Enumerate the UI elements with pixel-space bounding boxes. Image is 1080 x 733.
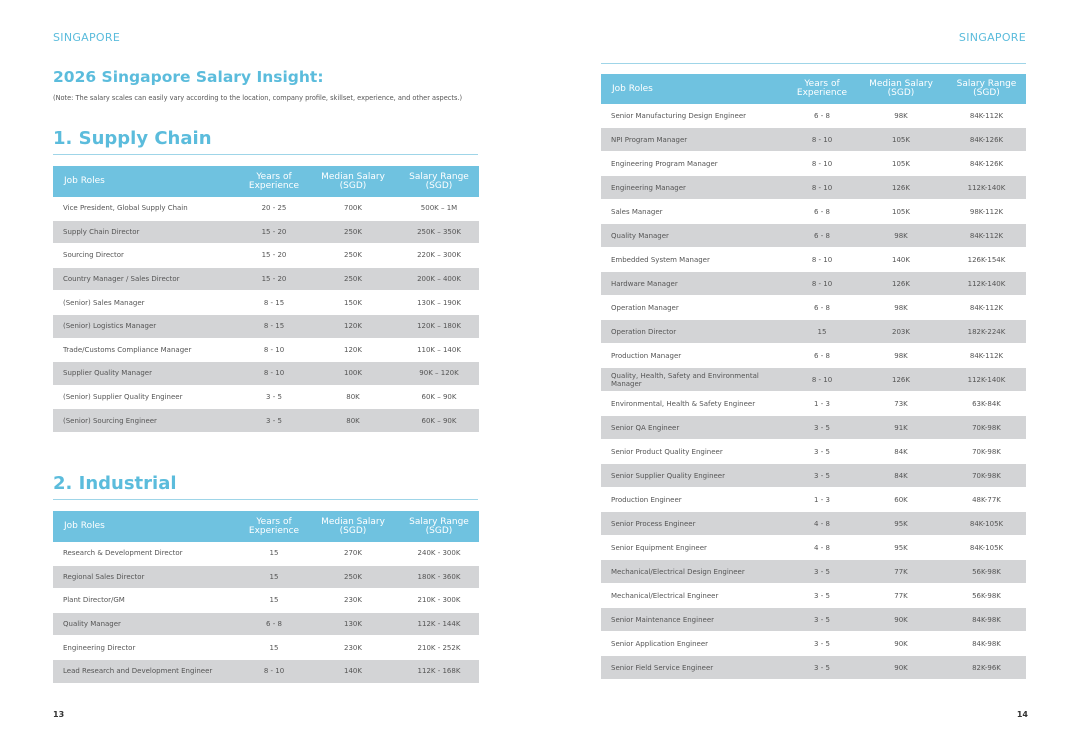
job-role-cell: (Senior) Logistics Manager xyxy=(53,314,241,338)
median-salary-cell: 203K xyxy=(855,320,947,344)
page-number-right: 14 xyxy=(1016,710,1028,719)
job-role-cell: Sales Manager xyxy=(601,200,789,224)
table-row xyxy=(601,632,1026,656)
years-experience-cell: 8 - 10 xyxy=(789,272,855,296)
job-role-cell: Senior Product Quality Engineer xyxy=(601,440,789,464)
job-role-cell: Senior Equipment Engineer xyxy=(601,536,789,560)
job-role-cell: Senior Supplier Quality Engineer xyxy=(601,464,789,488)
years-experience-cell: 8 - 15 xyxy=(241,291,307,315)
section-title-industrial: 2. Industrial xyxy=(53,473,177,494)
salary-range-cell: 210K - 300K xyxy=(399,589,479,613)
years-experience-cell: 15 xyxy=(241,636,307,660)
column-header-years xyxy=(789,74,855,104)
median-salary-cell: 98K xyxy=(855,296,947,320)
median-salary-cell: 120K xyxy=(307,338,399,362)
table-row xyxy=(601,176,1026,200)
years-experience-cell: 6 - 8 xyxy=(789,200,855,224)
salary-range-cell: 70K-98K xyxy=(947,464,1026,488)
years-experience-cell: 15 - 20 xyxy=(241,267,307,291)
table-row xyxy=(53,362,479,386)
median-salary-cell: 250K xyxy=(307,220,399,244)
table-row xyxy=(53,589,479,613)
header-line: Experience xyxy=(248,180,300,191)
job-role-cell: (Senior) Sales Manager xyxy=(53,291,241,315)
table-header-row xyxy=(53,511,479,542)
median-salary-cell: 105K xyxy=(855,152,947,176)
median-salary-cell: 126K xyxy=(855,368,947,392)
table-row xyxy=(601,200,1026,224)
job-role-cell: Country Manager / Sales Director xyxy=(53,267,241,291)
table-header-row xyxy=(53,166,479,197)
table-row xyxy=(53,197,479,220)
table-row xyxy=(53,220,479,244)
median-salary-cell: 90K xyxy=(855,656,947,680)
years-experience-cell: 20 - 25 xyxy=(241,197,307,220)
table-row xyxy=(601,128,1026,152)
median-salary-cell: 140K xyxy=(307,659,399,683)
median-salary-cell: 91K xyxy=(855,416,947,440)
page-header-left: SINGAPORE xyxy=(53,31,121,44)
job-role-cell: Mechanical/Electrical Engineer xyxy=(601,584,789,608)
job-role-cell: Senior Maintenance Engineer xyxy=(601,608,789,632)
job-role-cell: Supply Chain Director xyxy=(53,220,241,244)
years-experience-cell: 8 - 10 xyxy=(789,368,855,392)
years-experience-cell: 8 - 15 xyxy=(241,314,307,338)
median-salary-cell: 250K xyxy=(307,244,399,268)
years-experience-cell: 4 - 8 xyxy=(789,512,855,536)
column-header-range xyxy=(947,74,1026,104)
job-role-cell: Trade/Customs Compliance Manager xyxy=(53,338,241,362)
salary-range-cell: 60K – 90K xyxy=(399,385,479,409)
years-experience-cell: 6 - 8 xyxy=(789,344,855,368)
job-role-cell: Production Engineer xyxy=(601,488,789,512)
median-salary-cell: 270K xyxy=(307,542,399,565)
median-salary-cell: 60K xyxy=(855,488,947,512)
years-experience-cell: 8 - 10 xyxy=(789,176,855,200)
job-role-cell: Environmental, Health & Safety Engineer xyxy=(601,392,789,416)
years-experience-cell: 8 - 10 xyxy=(241,659,307,683)
table-row xyxy=(601,440,1026,464)
median-salary-cell: 250K xyxy=(307,267,399,291)
section-divider xyxy=(601,63,1026,64)
table-row xyxy=(601,296,1026,320)
job-role-cell: (Senior) Supplier Quality Engineer xyxy=(53,385,241,409)
median-salary-cell: 700K xyxy=(307,197,399,220)
table-row xyxy=(601,272,1026,296)
median-salary-cell: 98K xyxy=(855,224,947,248)
median-salary-cell: 95K xyxy=(855,536,947,560)
job-role-cell: Supplier Quality Manager xyxy=(53,362,241,386)
median-salary-cell: 73K xyxy=(855,392,947,416)
header-line: (SGD) xyxy=(339,180,367,191)
salary-range-cell: 180K - 360K xyxy=(399,565,479,589)
column-header-years xyxy=(241,511,307,542)
salary-range-cell: 56K-98K xyxy=(947,584,1026,608)
table-row xyxy=(601,152,1026,176)
job-role-cell: Quality Manager xyxy=(53,612,241,636)
median-salary-cell: 126K xyxy=(855,272,947,296)
salary-range-cell: 130K – 190K xyxy=(399,291,479,315)
table-row xyxy=(53,409,479,433)
job-role-cell: NPI Program Manager xyxy=(601,128,789,152)
years-experience-cell: 8 - 10 xyxy=(789,128,855,152)
table-row xyxy=(601,320,1026,344)
table-row xyxy=(601,104,1026,128)
years-experience-cell: 6 - 8 xyxy=(789,296,855,320)
median-salary-cell: 77K xyxy=(855,584,947,608)
salary-range-cell: 220K – 300K xyxy=(399,244,479,268)
table-row xyxy=(601,464,1026,488)
table-row xyxy=(601,560,1026,584)
salary-range-cell: 210K - 252K xyxy=(399,636,479,660)
table-row xyxy=(601,368,1026,392)
salary-range-cell: 240K - 300K xyxy=(399,542,479,565)
column-header-range xyxy=(399,511,479,542)
median-salary-cell: 84K xyxy=(855,440,947,464)
salary-range-cell: 112K - 168K xyxy=(399,659,479,683)
salary-note: (Note: The salary scales can easily vary according to the location, company profile, skillset, experience, and other aspects.) xyxy=(53,94,463,102)
job-role-cell: Senior Application Engineer xyxy=(601,632,789,656)
table-row xyxy=(601,512,1026,536)
median-salary-cell: 126K xyxy=(855,176,947,200)
table-row xyxy=(53,291,479,315)
salary-range-cell: 112K-140K xyxy=(947,176,1026,200)
job-role-cell: Quality Manager xyxy=(601,224,789,248)
table-row xyxy=(601,224,1026,248)
table-row xyxy=(53,542,479,565)
years-experience-cell: 1 - 3 xyxy=(789,488,855,512)
salary-range-cell: 84K-112K xyxy=(947,296,1026,320)
table-header-row xyxy=(601,74,1026,104)
job-role-cell: Senior QA Engineer xyxy=(601,416,789,440)
header-line: (SGD) xyxy=(339,525,367,536)
years-experience-cell: 8 - 10 xyxy=(241,338,307,362)
salary-range-cell: 84K-98K xyxy=(947,608,1026,632)
salary-range-cell: 112K - 144K xyxy=(399,612,479,636)
table-row xyxy=(601,344,1026,368)
median-salary-cell: 90K xyxy=(855,608,947,632)
header-line: Median Salary xyxy=(869,79,933,89)
job-role-cell: (Senior) Sourcing Engineer xyxy=(53,409,241,433)
median-salary-cell: 130K xyxy=(307,612,399,636)
header-line: Experience xyxy=(248,525,300,536)
header-line: Years of xyxy=(256,171,292,182)
years-experience-cell: 8 - 10 xyxy=(789,152,855,176)
job-role-cell: Regional Sales Director xyxy=(53,565,241,589)
median-salary-cell: 250K xyxy=(307,565,399,589)
job-role-cell: Production Manager xyxy=(601,344,789,368)
years-experience-cell: 3 - 5 xyxy=(789,560,855,584)
median-salary-cell: 84K xyxy=(855,464,947,488)
header-line: Years of xyxy=(804,79,840,89)
table-row xyxy=(53,636,479,660)
header-line: Salary Range xyxy=(409,171,469,182)
median-salary-cell: 105K xyxy=(855,128,947,152)
table-row xyxy=(601,488,1026,512)
years-experience-cell: 4 - 8 xyxy=(789,536,855,560)
years-experience-cell: 6 - 8 xyxy=(241,612,307,636)
page-header-right: SINGAPORE xyxy=(958,31,1026,44)
job-role-cell: Engineering Director xyxy=(53,636,241,660)
median-salary-cell: 80K xyxy=(307,385,399,409)
header-line: Median Salary xyxy=(321,171,385,182)
job-role-cell: Quality, Health, Safety and Environmental Manager xyxy=(601,368,789,392)
job-role-cell: Senior Manufacturing Design Engineer xyxy=(601,104,789,128)
section-title-supply-chain: 1. Supply Chain xyxy=(53,128,212,149)
header-line: (SGD) xyxy=(887,88,915,98)
years-experience-cell: 8 - 10 xyxy=(789,248,855,272)
engineering-salary-table xyxy=(601,74,1026,680)
years-experience-cell: 3 - 5 xyxy=(241,385,307,409)
job-role-cell: Engineering Program Manager xyxy=(601,152,789,176)
industrial-salary-table xyxy=(53,511,479,684)
header-line: Salary Range xyxy=(956,79,1017,89)
table-row xyxy=(53,314,479,338)
page-number-left: 13 xyxy=(53,710,65,719)
job-role-cell: Senior Process Engineer xyxy=(601,512,789,536)
section-divider xyxy=(53,499,478,500)
years-experience-cell: 15 xyxy=(789,320,855,344)
median-salary-cell: 77K xyxy=(855,560,947,584)
median-salary-cell: 95K xyxy=(855,512,947,536)
salary-range-cell: 84K-126K xyxy=(947,128,1026,152)
column-header-median xyxy=(307,166,399,197)
column-header-range xyxy=(399,166,479,197)
years-experience-cell: 15 xyxy=(241,542,307,565)
job-role-cell: Operation Director xyxy=(601,320,789,344)
column-header-median xyxy=(307,511,399,542)
median-salary-cell: 120K xyxy=(307,314,399,338)
job-role-cell: Engineering Manager xyxy=(601,176,789,200)
table-row xyxy=(601,608,1026,632)
median-salary-cell: 90K xyxy=(855,632,947,656)
median-salary-cell: 80K xyxy=(307,409,399,433)
years-experience-cell: 15 xyxy=(241,565,307,589)
median-salary-cell: 100K xyxy=(307,362,399,386)
salary-range-cell: 112K-140K xyxy=(947,272,1026,296)
supply-chain-salary-table xyxy=(53,166,479,433)
median-salary-cell: 230K xyxy=(307,589,399,613)
table-row xyxy=(53,385,479,409)
page-title: 2026 Singapore Salary Insight: xyxy=(53,68,324,86)
years-experience-cell: 15 - 20 xyxy=(241,244,307,268)
column-header-job-roles: Job Roles xyxy=(53,166,241,197)
header-line: Salary Range xyxy=(409,516,469,527)
median-salary-cell: 98K xyxy=(855,344,947,368)
salary-range-cell: 84K-112K xyxy=(947,224,1026,248)
job-role-cell: Hardware Manager xyxy=(601,272,789,296)
years-experience-cell: 3 - 5 xyxy=(789,416,855,440)
salary-range-cell: 120K – 180K xyxy=(399,314,479,338)
job-role-cell: Mechanical/Electrical Design Engineer xyxy=(601,560,789,584)
salary-range-cell: 63K-84K xyxy=(947,392,1026,416)
section-divider xyxy=(53,154,478,155)
years-experience-cell: 15 xyxy=(241,589,307,613)
salary-range-cell: 98K-112K xyxy=(947,200,1026,224)
header-line: Experience xyxy=(796,88,848,98)
table-row xyxy=(601,584,1026,608)
years-experience-cell: 3 - 5 xyxy=(789,608,855,632)
job-role-cell: Embedded System Manager xyxy=(601,248,789,272)
salary-range-cell: 112K-140K xyxy=(947,368,1026,392)
header-line: (SGD) xyxy=(973,88,1000,98)
table-row xyxy=(53,565,479,589)
median-salary-cell: 105K xyxy=(855,200,947,224)
years-experience-cell: 6 - 8 xyxy=(789,224,855,248)
table-row xyxy=(601,416,1026,440)
salary-range-cell: 60K – 90K xyxy=(399,409,479,433)
salary-range-cell: 82K-96K xyxy=(947,656,1026,680)
job-role-cell: Research & Development Director xyxy=(53,542,241,565)
salary-range-cell: 250K – 350K xyxy=(399,220,479,244)
salary-range-cell: 500K – 1M xyxy=(399,197,479,220)
years-experience-cell: 3 - 5 xyxy=(789,584,855,608)
header-line: (SGD) xyxy=(425,525,453,536)
job-role-cell: Sourcing Director xyxy=(53,244,241,268)
salary-range-cell: 48K-77K xyxy=(947,488,1026,512)
table-row xyxy=(601,392,1026,416)
salary-range-cell: 84K-105K xyxy=(947,536,1026,560)
salary-range-cell: 200K – 400K xyxy=(399,267,479,291)
table-row xyxy=(53,267,479,291)
column-header-job-roles: Job Roles xyxy=(601,74,789,104)
salary-range-cell: 70K-98K xyxy=(947,416,1026,440)
table-row xyxy=(53,612,479,636)
job-role-cell: Operation Manager xyxy=(601,296,789,320)
table-row xyxy=(601,656,1026,680)
job-role-cell: Plant Director/GM xyxy=(53,589,241,613)
years-experience-cell: 3 - 5 xyxy=(789,656,855,680)
table-row xyxy=(53,244,479,268)
median-salary-cell: 150K xyxy=(307,291,399,315)
median-salary-cell: 140K xyxy=(855,248,947,272)
years-experience-cell: 15 - 20 xyxy=(241,220,307,244)
median-salary-cell: 98K xyxy=(855,104,947,128)
job-role-cell: Vice President, Global Supply Chain xyxy=(53,197,241,220)
years-experience-cell: 1 - 3 xyxy=(789,392,855,416)
job-role-cell: Senior Field Service Engineer xyxy=(601,656,789,680)
salary-range-cell: 84K-126K xyxy=(947,152,1026,176)
years-experience-cell: 8 - 10 xyxy=(241,362,307,386)
table-row xyxy=(601,248,1026,272)
header-line: (SGD) xyxy=(425,180,453,191)
salary-range-cell: 182K-224K xyxy=(947,320,1026,344)
salary-range-cell: 84K-112K xyxy=(947,104,1026,128)
header-line: Median Salary xyxy=(321,516,385,527)
salary-range-cell: 110K – 140K xyxy=(399,338,479,362)
table-row xyxy=(53,659,479,683)
header-line: Years of xyxy=(256,516,292,527)
column-header-years xyxy=(241,166,307,197)
years-experience-cell: 3 - 5 xyxy=(789,632,855,656)
column-header-median xyxy=(855,74,947,104)
table-row xyxy=(601,536,1026,560)
salary-range-cell: 70K-98K xyxy=(947,440,1026,464)
median-salary-cell: 230K xyxy=(307,636,399,660)
salary-range-cell: 84K-105K xyxy=(947,512,1026,536)
salary-range-cell: 56K-98K xyxy=(947,560,1026,584)
years-experience-cell: 6 - 8 xyxy=(789,104,855,128)
column-header-job-roles: Job Roles xyxy=(53,511,241,542)
salary-range-cell: 84K-112K xyxy=(947,344,1026,368)
salary-range-cell: 126K-154K xyxy=(947,248,1026,272)
salary-range-cell: 84K-98K xyxy=(947,632,1026,656)
years-experience-cell: 3 - 5 xyxy=(241,409,307,433)
job-role-cell: Lead Research and Development Engineer xyxy=(53,659,241,683)
table-row xyxy=(53,338,479,362)
years-experience-cell: 3 - 5 xyxy=(789,440,855,464)
years-experience-cell: 3 - 5 xyxy=(789,464,855,488)
salary-range-cell: 90K – 120K xyxy=(399,362,479,386)
